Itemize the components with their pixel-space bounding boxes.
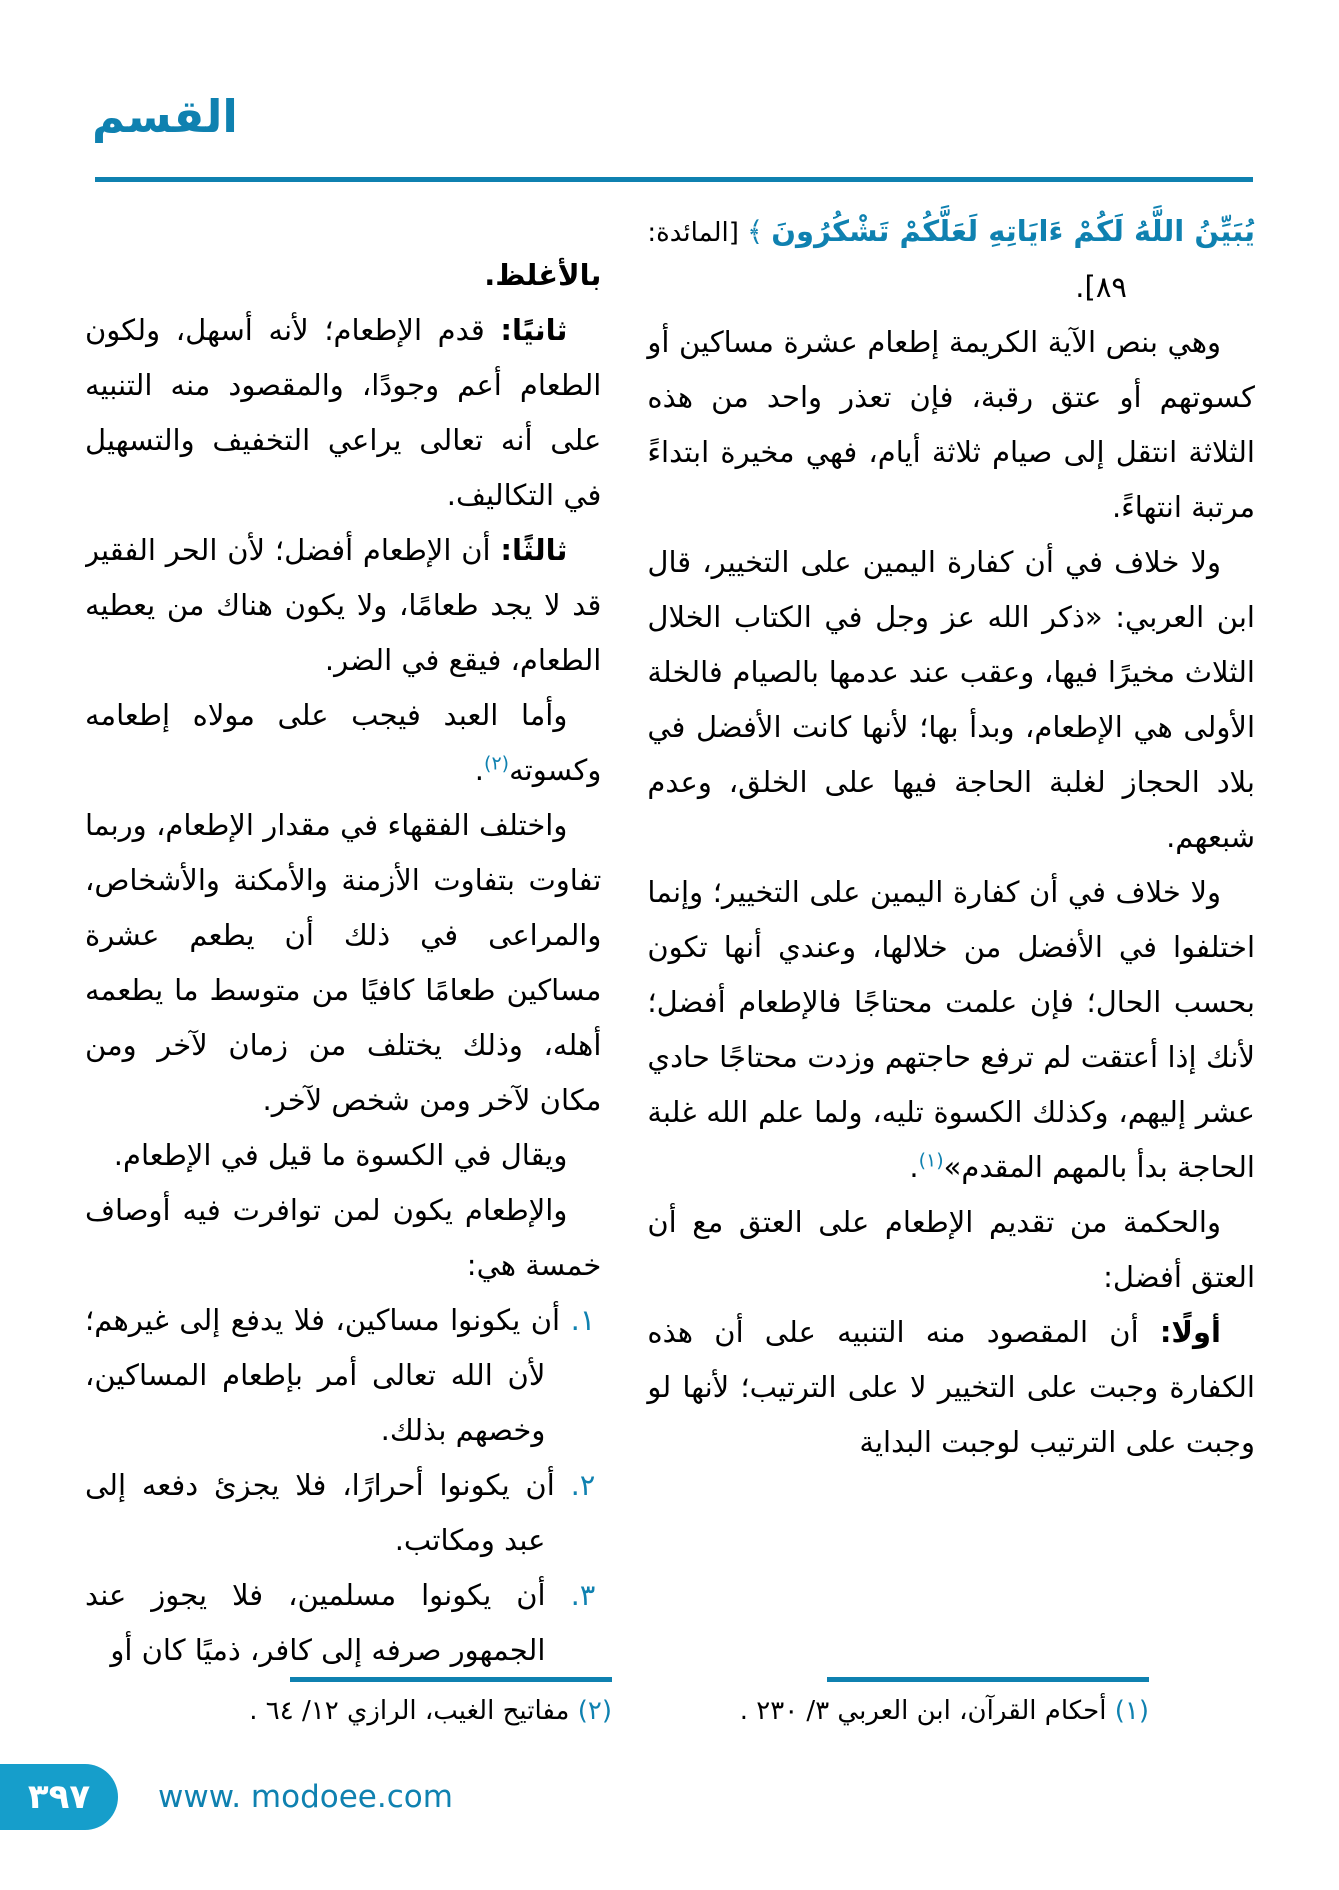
verse-citation-continuation: ٨٩].: [1075, 270, 1127, 304]
list-number: ١.: [570, 1303, 596, 1337]
column-right-paragraphs: [647, 315, 1255, 1470]
website-url: www. modoee.com: [158, 1779, 453, 1815]
footnote-right: [719, 1677, 1149, 1731]
footnote-source: مفاتيح الغيب، الرازي ١٢/ ٦٤ .: [249, 1696, 570, 1726]
page-header-title: القسم: [92, 90, 238, 143]
footnote-divider: [290, 1677, 612, 1682]
footnote-marker: (١): [1114, 1696, 1149, 1726]
footnote-ref: (٢): [484, 752, 510, 775]
text-columns: [85, 202, 1255, 1680]
paragraph: أولًا: أن المقصود منه التنبيه على أن هذه الكفارة وجبت على التخيير لا على الترتيب؛ لأنها لو وجبت على الترتيب لوجبت البداية: [647, 1315, 1255, 1459]
column-left-paragraphs: [85, 248, 601, 1293]
footnote-left: [182, 1677, 612, 1731]
footnote-source: أحكام القرآن، ابن العربي ٣/ ٢٣٠ .: [739, 1696, 1107, 1726]
paragraph: والحكمة من تقديم الإطعام على العتق مع أن العتق أفضل:: [647, 1205, 1255, 1294]
quran-verse-text: يُبَيِّنُ اللَّهُ لَكُمْ ءَايَاتِهِ لَعَلَّكُمْ تَشْكُرُونَ: [771, 214, 1255, 248]
list-item: ٢. أن يكونوا أحرارًا، فلا يجزئ دفعه إلى عبد ومكاتب.: [85, 1468, 596, 1557]
paragraph: وأما العبد فيجب على مولاه إطعامه وكسوته$^{(٢)}$.: [85, 698, 602, 787]
paragraph: [85, 248, 601, 303]
list-number: ٣.: [570, 1578, 596, 1612]
verse-citation: [المائدة:: [647, 218, 739, 248]
paragraph-lead: أولًا:: [1159, 1315, 1221, 1349]
column-left: [85, 202, 601, 1680]
verse-end-ornament-icon: ﴾: [746, 215, 764, 248]
footnote-marker: (٢): [577, 1696, 612, 1726]
paragraph: ولا خلاف في أن كفارة اليمين على التخيير، قال ابن العربي: «ذكر الله عز وجل في الكتاب الخلال الثلاث مخيرًا فيها، وعقب عند عدمها بالصيام فالخلة الأولى هي الإطعام، وبدأ بها؛ لأنها كانت الأفضل في بلاد الحجاز لغلبة الحاجة فيها على الخلق، وعدم شبعهم.: [647, 545, 1255, 854]
column-right: [647, 202, 1255, 1680]
quran-verse-line: [647, 202, 1255, 260]
page-number-tab: [0, 1764, 118, 1830]
list-item: ٣. أن يكونوا مسلمين، فلا يجوز عند الجمهور صرفه إلى كافر، ذميًا كان أو: [85, 1578, 596, 1667]
paragraph: واختلف الفقهاء في مقدار الإطعام، وربما تفاوت بتفاوت الأزمنة والأمكنة والأشخاص، والمراعى في ذلك أن يطعم عشرة مساكين طعامًا كافيًا من متوسط ما يطعمه أهله، وذلك يختلف من زمان لآخر ومن مكان لآخر ومن شخص لآخر.: [85, 808, 602, 1117]
footnote-ref: (١): [918, 1149, 944, 1172]
paragraph: ولا خلاف في أن كفارة اليمين على التخيير؛ وإنما اختلفوا في الأفضل من خلالها، وعندي أنها تكون بحسب الحال؛ فإن علمت محتاجًا فالإطعام أفضل؛ لأنك إذا أعتقت لم ترفع حاجتهم وزدت محتاجًا حادي عشر إليهم، وكذلك الكسوة تليه، ولما علم الله غلبة الحاجة بدأ بالمهم المقدم»$^{(١)}$.: [647, 875, 1255, 1184]
list-number: ٢.: [570, 1468, 596, 1502]
paragraph-lead: ثالثًا:: [500, 533, 568, 567]
paragraph: ويقال في الكسوة ما قيل في الإطعام.: [113, 1138, 568, 1172]
footnote-text: [719, 1691, 1149, 1731]
page-number: ٣٩٧: [27, 1777, 91, 1817]
paragraph: ثانيًا: قدم الإطعام؛ لأنه أسهل، ولكون الطعام أعم وجودًا، والمقصود منه التنبيه على أنه تعالى يراعي التخفيف والتسهيل في التكاليف.: [85, 313, 602, 512]
paragraph: وهي بنص الآية الكريمة إطعام عشرة مساكين أو كسوتهم أو عتق رقبة، فإن تعذر واحد من هذه الثلاثة انتقل إلى صيام ثلاثة أيام، فهي مخيرة ابتداءً مرتبة انتهاءً.: [647, 325, 1255, 524]
header-divider: [95, 177, 1253, 182]
footnote-text: [182, 1691, 612, 1731]
paragraph-lead: ثانيًا:: [500, 313, 568, 347]
column-left-list: [85, 1293, 601, 1678]
list-item: ١. أن يكونوا مساكين، فلا يدفع إلى غيرهم؛ لأن الله تعالى أمر بإطعام المساكين، وخصهم بذلك.: [85, 1303, 596, 1447]
paragraph: ثالثًا: أن الإطعام أفضل؛ لأن الحر الفقير قد لا يجد طعامًا، ولا يكون هناك من يعطيه الطعام، فيقع في الضر.: [85, 533, 602, 677]
paragraph: والإطعام يكون لمن توافرت فيه أوصاف خمسة هي:: [85, 1193, 602, 1282]
paragraph-lead: بالأغلظ.: [484, 258, 602, 292]
footnote-divider: [827, 1677, 1149, 1682]
